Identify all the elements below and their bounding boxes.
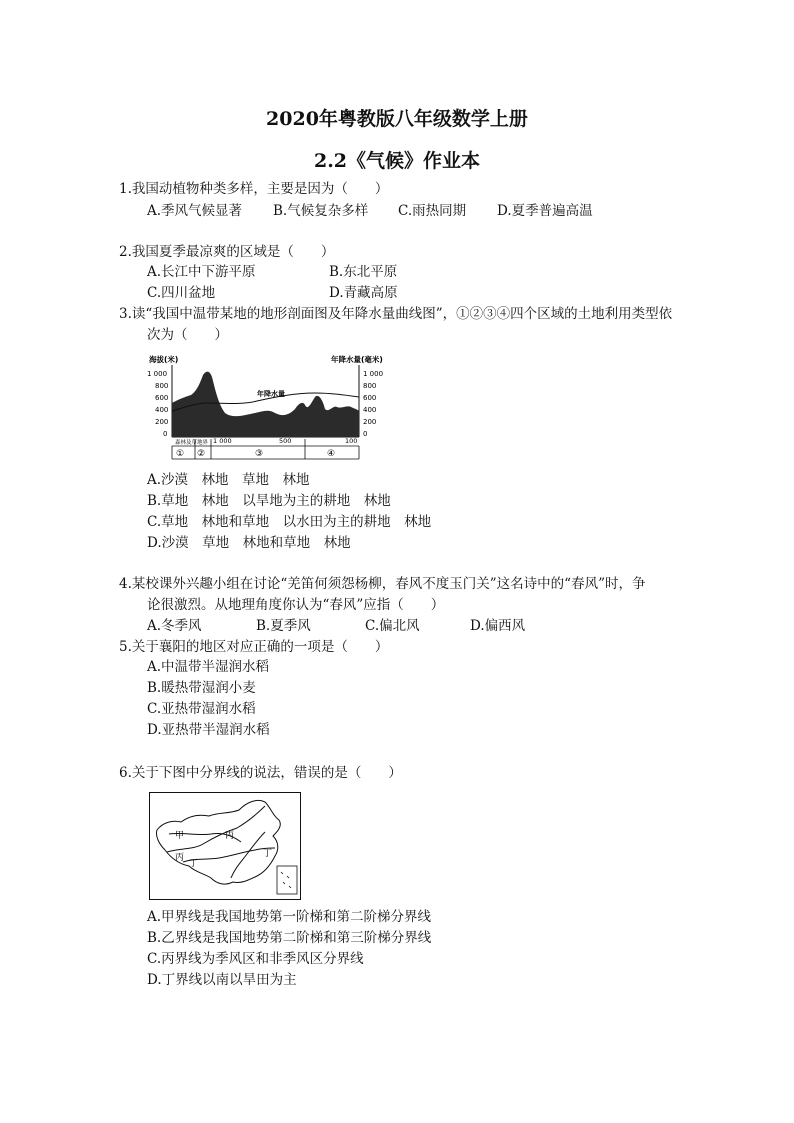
q3-option-d: D.沙漠 草地 林地和草地 林地 bbox=[147, 535, 351, 551]
region-label: ③ bbox=[255, 449, 264, 459]
q2-option-a: A.长江中下游平原 bbox=[147, 264, 256, 280]
left-tick: 600 bbox=[155, 394, 169, 402]
map-label: 丁 bbox=[189, 859, 199, 869]
bottom-tick: 1 000 bbox=[213, 437, 232, 445]
q1-option-a: A.季风气候显著 bbox=[147, 203, 243, 219]
map-label: 丁 bbox=[263, 849, 273, 859]
q1-option-d: D.夏季普遍高温 bbox=[497, 203, 593, 219]
q1-option-c: C.雨热同期 bbox=[398, 203, 467, 219]
region-note: 森林及草地界 bbox=[175, 440, 209, 446]
question-6-stem: 6.关于下图中分界线的说法，错误的是（ ） bbox=[119, 765, 402, 781]
q6-option-d: D.丁界线以南以旱田为主 bbox=[147, 972, 297, 988]
question-2-stem: 2.我国夏季最凉爽的区域是（ ） bbox=[119, 244, 335, 260]
left-axis-title: 海拔(米) bbox=[149, 355, 179, 364]
region-label: ① bbox=[176, 449, 185, 459]
q3-option-a: A.沙漠 林地 草地 林地 bbox=[147, 472, 310, 488]
q2-option-b: B.东北平原 bbox=[329, 264, 398, 280]
curve-label: 年降水量 bbox=[257, 390, 285, 398]
q6-option-c: C.丙界线为季风区和非季风区分界线 bbox=[147, 951, 364, 967]
q5-option-b: B.暖热带湿润小麦 bbox=[147, 680, 256, 696]
q3-option-b: B.草地 林地 以旱地为主的耕地 林地 bbox=[147, 493, 391, 509]
q2-option-c: C.四川盆地 bbox=[147, 285, 216, 301]
q4-option-a: A.冬季风 bbox=[147, 618, 202, 634]
question-4-stem-line-1: 4.某校课外兴趣小组在讨论“羌笛何须怨杨柳，春风不度玉门关”这名诗中的“春风”时，争 bbox=[119, 576, 646, 592]
q4-option-c: C.偏北风 bbox=[365, 618, 420, 634]
q4-option-d: D.偏西风 bbox=[470, 618, 526, 634]
question-4-stem-line-2: 论很激烈。从地理角度你认为“春风”应指（ ） bbox=[147, 597, 445, 613]
china-boundary-map bbox=[149, 792, 301, 900]
question-1-stem: 1.我国动植物种类多样，主要是因为（ ） bbox=[119, 181, 389, 197]
region-label: ④ bbox=[327, 449, 336, 459]
q4-option-b: B.夏季风 bbox=[256, 618, 311, 634]
bottom-tick: 500 bbox=[279, 437, 292, 445]
page-title: 2020年粤教版八年级数学上册 bbox=[266, 108, 528, 130]
right-tick: 400 bbox=[363, 406, 377, 414]
q2-option-d: D.青藏高原 bbox=[329, 285, 398, 301]
right-tick: 800 bbox=[363, 382, 377, 390]
terrain-silhouette bbox=[172, 372, 359, 437]
terrain-profile-figure bbox=[145, 353, 385, 463]
right-axis-title: 年降水量(毫米) bbox=[331, 355, 383, 364]
right-tick: 200 bbox=[363, 418, 377, 426]
left-tick: 400 bbox=[155, 406, 169, 414]
question-3-stem-line-1: 3.读“我国中温带某地的地形剖面图及年降水量曲线图”，①②③④四个区域的土地利用类型依 bbox=[119, 306, 673, 322]
map-label: 甲 bbox=[175, 831, 185, 841]
page-subtitle: 2.2《气候》作业本 bbox=[313, 150, 481, 172]
region-label: ② bbox=[197, 449, 206, 459]
map-label: 丙 bbox=[225, 831, 235, 841]
map-label: 丙 bbox=[175, 853, 185, 863]
right-tick: 600 bbox=[363, 394, 377, 402]
q5-option-d: D.亚热带半湿润水稻 bbox=[147, 722, 270, 738]
q6-option-b: B.乙界线是我国地势第二阶梯和第三阶梯分界线 bbox=[147, 930, 432, 946]
bottom-tick: 100 bbox=[345, 437, 358, 445]
q3-option-c: C.草地 林地和草地 以水田为主的耕地 林地 bbox=[147, 514, 432, 530]
q6-option-a: A.甲界线是我国地势第一阶梯和第二阶梯分界线 bbox=[147, 909, 432, 925]
question-5-stem: 5.关于襄阳的地区对应正确的一项是（ ） bbox=[119, 639, 389, 655]
right-tick: 1 000 bbox=[363, 370, 384, 378]
right-tick: 0 bbox=[363, 430, 368, 438]
question-3-stem-line-2: 次为（ ） bbox=[147, 327, 228, 343]
left-tick: 800 bbox=[155, 382, 169, 390]
left-tick: 200 bbox=[155, 418, 169, 426]
q1-option-b: B.气候复杂多样 bbox=[273, 203, 369, 219]
q5-option-a: A.中温带半湿润水稻 bbox=[147, 659, 270, 675]
left-tick: 1 000 bbox=[147, 370, 168, 378]
left-tick: 0 bbox=[163, 430, 168, 438]
q5-option-c: C.亚热带湿润水稻 bbox=[147, 701, 256, 717]
